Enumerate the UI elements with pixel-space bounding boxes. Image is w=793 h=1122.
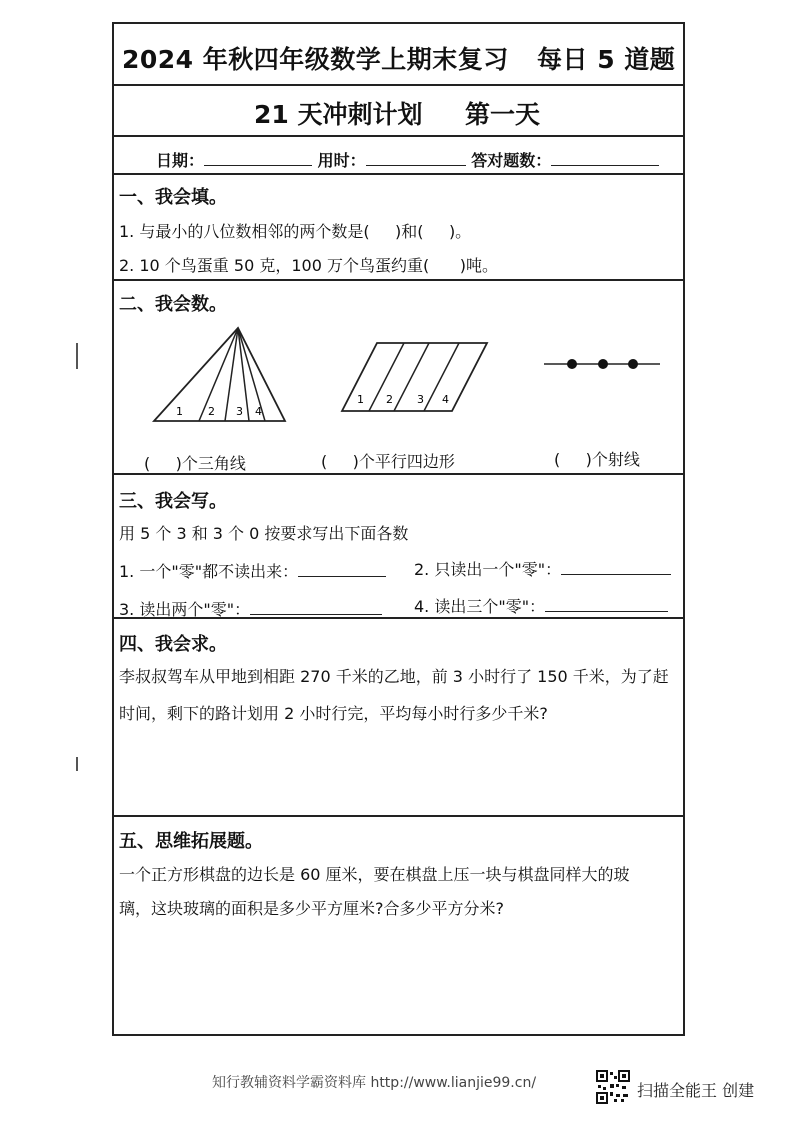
section3-q3: 3. 读出两个"零"： — [119, 600, 251, 619]
time-field[interactable] — [366, 147, 466, 166]
answer-parallelogram: ( )个平行四边形 — [321, 452, 455, 471]
triangle-label-3: 3 — [236, 405, 243, 418]
ray-figure — [542, 354, 662, 374]
divider — [114, 617, 683, 619]
divider — [114, 815, 683, 817]
section3-q1-row — [119, 558, 386, 582]
time-label: 用时： — [317, 151, 366, 170]
title-line1: 2024 年秋四年级数学上期末复习 — [122, 45, 509, 74]
scan-mark — [76, 343, 78, 369]
triangle-figure — [152, 324, 287, 424]
source-footer: 知行教辅资料学霸资料库 http://www.lianjie99.cn/ — [212, 1075, 537, 1091]
divider — [114, 173, 683, 175]
info-row — [156, 147, 659, 171]
section3-intro: 用 5 个 3 和 3 个 0 按要求写出下面各数 — [119, 524, 409, 543]
triangle-label-1: 1 — [176, 405, 183, 418]
title-line2-right: 第一天 — [465, 100, 541, 129]
section3-q3-answer[interactable] — [250, 596, 382, 615]
date-label: 日期： — [156, 151, 205, 170]
parallelogram-label-1: 1 — [357, 393, 364, 406]
section4-line2: 时间，剩下的路计划用 2 小时行完，平均每小时行多少千米? — [119, 704, 548, 723]
section3-q4-answer[interactable] — [545, 593, 668, 612]
section1-q2: 2. 10 个鸟蛋重 50 克，100 万个鸟蛋约重( )吨。 — [119, 256, 498, 275]
section4-heading: 四、我会求。 — [119, 634, 227, 655]
triangle-label-4: 4 — [255, 405, 262, 418]
correct-field[interactable] — [551, 147, 659, 166]
section1-heading: 一、我会填。 — [119, 187, 227, 208]
scanner-credit: 扫描全能王 创建 — [637, 1081, 755, 1100]
divider — [114, 279, 683, 281]
section3-q1-answer[interactable] — [298, 558, 386, 577]
correct-label: 答对题数： — [471, 151, 552, 170]
section3-q1: 1. 一个"零"都不读出来： — [119, 562, 299, 581]
divider — [114, 473, 683, 475]
section4-line1: 李叔叔驾车从甲地到相距 270 千米的乙地，前 3 小时行了 150 千米，为了赶 — [119, 667, 669, 686]
section3-q2-row — [414, 556, 671, 580]
section5-heading: 五、思维拓展题。 — [119, 831, 263, 852]
answer-ray: ( )个射线 — [554, 450, 640, 469]
section3-q4-row — [414, 593, 668, 617]
divider — [114, 135, 683, 137]
divider — [114, 84, 683, 86]
parallelogram-label-4: 4 — [442, 393, 449, 406]
parallelogram-label-3: 3 — [417, 393, 424, 406]
title-line1-right: 每日 5 道题 — [537, 45, 676, 74]
section2-heading: 二、我会数。 — [119, 294, 227, 315]
qr-code-icon — [596, 1070, 630, 1104]
section1-q1: 1. 与最小的八位数相邻的两个数是( )和( )。 — [119, 222, 472, 241]
section3-q2: 2. 只读出一个"零"： — [414, 560, 562, 579]
answer-triangle: ( )个三角线 — [144, 454, 246, 473]
section3-q2-answer[interactable] — [561, 556, 671, 575]
date-field[interactable] — [204, 147, 312, 166]
section5-line1: 一个正方形棋盘的边长是 60 厘米，要在棋盘上压一块与棋盘同样大的玻 — [119, 865, 630, 884]
section3-heading: 三、我会写。 — [119, 491, 227, 512]
parallelogram-figure — [339, 339, 489, 414]
parallelogram-label-2: 2 — [386, 393, 393, 406]
title-line2-left: 21 天冲刺计划 — [254, 100, 423, 129]
section5-line2: 璃，这块玻璃的面积是多少平方厘米?合多少平方分米? — [119, 899, 504, 918]
worksheet — [112, 22, 685, 1036]
section3-q4: 4. 读出三个"零"： — [414, 597, 546, 616]
triangle-label-2: 2 — [208, 405, 215, 418]
scan-mark — [76, 757, 78, 771]
